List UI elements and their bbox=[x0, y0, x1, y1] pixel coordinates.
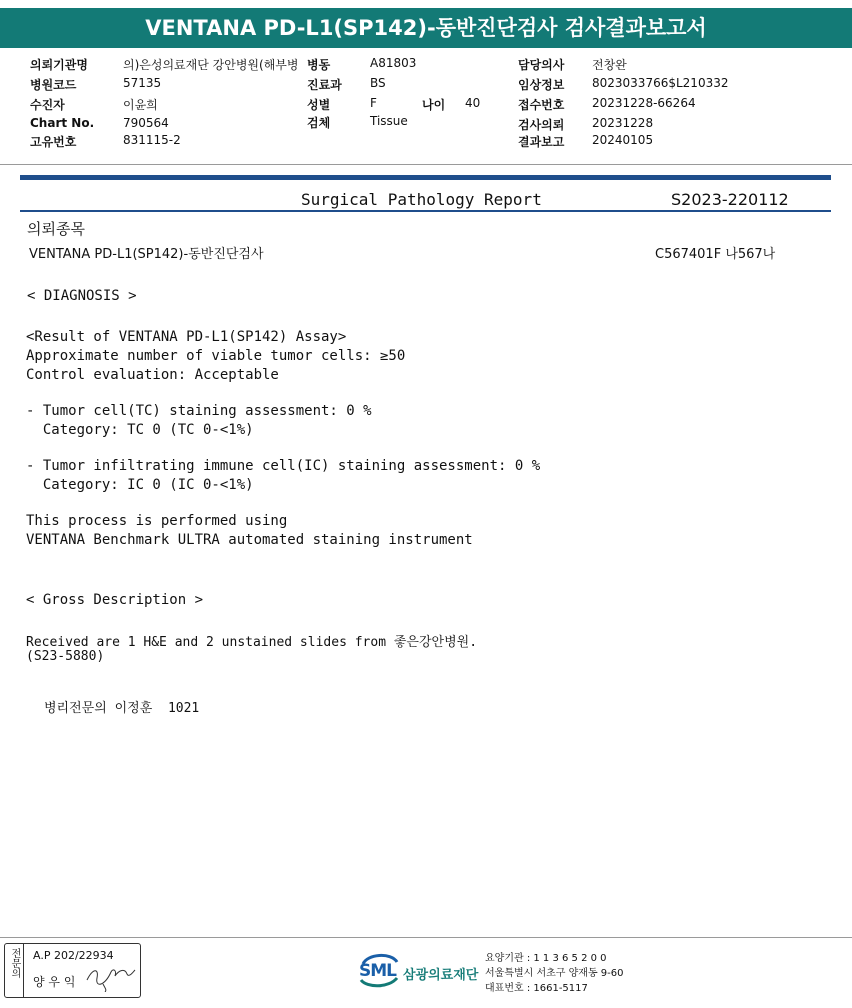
label-doctor: 담당의사 bbox=[518, 58, 565, 72]
specialist-name: 양 우 익 bbox=[33, 975, 76, 989]
label-request-date: 검사의뢰 bbox=[518, 118, 565, 132]
label-unique-no: 고유번호 bbox=[30, 135, 77, 149]
value-age: 40 bbox=[465, 96, 481, 110]
value-institution: 의)은성의료재단 강안병원(해부병 bbox=[123, 58, 299, 72]
value-clinical-info: 8023033766$L210332 bbox=[592, 76, 729, 90]
logo-mark: SML bbox=[359, 961, 396, 981]
value-department: BS bbox=[370, 76, 386, 90]
tc-line: Category: TC 0 (TC 0-<1%) bbox=[26, 422, 254, 438]
report-number: S2023-220112 bbox=[671, 190, 789, 209]
report-main-title: VENTANA PD-L1(SP142)-동반진단검사 검사결과보고서 bbox=[145, 16, 707, 40]
gross-heading: < Gross Description > bbox=[26, 592, 204, 608]
process-line: This process is performed using bbox=[26, 513, 288, 529]
info-line: 대표번호 : 1661-5117 bbox=[485, 983, 588, 994]
specialist-id: A.P 202/22934 bbox=[33, 949, 114, 962]
patient-header bbox=[0, 56, 852, 166]
value-doctor: 전창완 bbox=[592, 58, 627, 72]
gross-line: (S23-5880) bbox=[26, 649, 105, 664]
pathologist-signature: 병리전문의 이정훈 1021 bbox=[44, 701, 200, 716]
label-receipt-no: 접수번호 bbox=[518, 98, 565, 112]
value-sex: F bbox=[370, 96, 377, 110]
specialist-vertical-text: 전문의 bbox=[9, 948, 20, 978]
label-patient: 수진자 bbox=[30, 98, 65, 112]
info-line: 서울특별시 서초구 양재동 9-60 bbox=[485, 968, 624, 979]
value-specimen: Tissue bbox=[370, 114, 408, 128]
label-hospital-code: 병원코드 bbox=[30, 78, 77, 92]
gross-line: Received are 1 H&E and 2 unstained slides from 좋은강안병원. bbox=[26, 635, 478, 650]
institution-info bbox=[485, 951, 624, 996]
label-age: 나이 bbox=[422, 98, 446, 112]
order-code: C567401F 나567나 bbox=[655, 247, 776, 262]
result-line: Approximate number of viable tumor cells: ≥50 bbox=[26, 348, 406, 364]
order-item: VENTANA PD-L1(SP142)-동반진단검사 bbox=[29, 247, 264, 262]
report-title-bar bbox=[0, 8, 852, 48]
value-patient: 이윤희 bbox=[123, 98, 158, 112]
tc-line: - Tumor cell(TC) staining assessment: 0 % bbox=[26, 403, 372, 419]
specialist-label bbox=[5, 944, 24, 997]
label-report-date: 결과보고 bbox=[518, 135, 565, 149]
value-chart-no: 790564 bbox=[123, 116, 169, 130]
label-chart-no: Chart No. bbox=[30, 116, 95, 130]
footer-divider bbox=[0, 937, 852, 938]
order-heading: 의뢰종목 bbox=[27, 220, 85, 238]
ic-line: Category: IC 0 (IC 0-<1%) bbox=[26, 477, 254, 493]
report-title: Surgical Pathology Report bbox=[301, 190, 542, 209]
header-divider bbox=[0, 164, 852, 165]
label-specimen: 검체 bbox=[307, 116, 331, 130]
value-unique-no: 831115-2 bbox=[123, 133, 181, 147]
label-institution: 의뢰기관명 bbox=[30, 58, 88, 72]
value-request-date: 20231228 bbox=[592, 116, 654, 130]
report-title-rule bbox=[20, 210, 831, 212]
value-hospital-code: 57135 bbox=[123, 76, 162, 90]
value-report-date: 20240105 bbox=[592, 133, 654, 147]
handwritten-signature bbox=[83, 962, 139, 992]
specialist-box bbox=[4, 943, 141, 998]
label-department: 진료과 bbox=[307, 78, 342, 92]
diagnosis-heading: < DIAGNOSIS > bbox=[27, 288, 137, 304]
label-ward: 병동 bbox=[307, 58, 331, 72]
info-line: 요양기관 : 1 1 3 6 5 2 0 0 bbox=[485, 953, 607, 964]
result-line: <Result of VENTANA PD-L1(SP142) Assay> bbox=[26, 329, 347, 345]
label-clinical-info: 임상정보 bbox=[518, 78, 565, 92]
label-sex: 성별 bbox=[307, 98, 331, 112]
ic-line: - Tumor infiltrating immune cell(IC) staining assessment: 0 % bbox=[26, 458, 541, 474]
process-line: VENTANA Benchmark ULTRA automated staining instrument bbox=[26, 532, 473, 548]
logo-name: 삼광의료재단 bbox=[403, 968, 479, 983]
report-top-rule bbox=[20, 175, 831, 180]
result-line: Control evaluation: Acceptable bbox=[26, 367, 279, 383]
value-receipt-no: 20231228-66264 bbox=[592, 96, 696, 110]
value-ward: A81803 bbox=[370, 56, 417, 70]
